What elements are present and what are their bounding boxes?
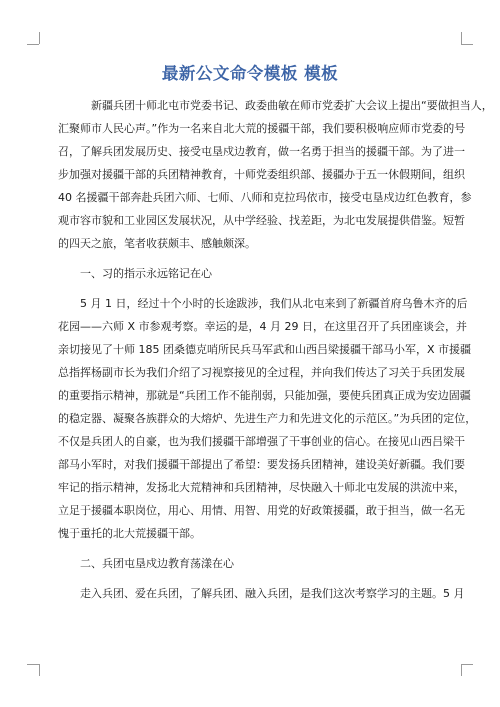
text-line: 召，了解兵团发展历史、接受屯垦戍边教育，做一名勇于担当的援疆干部。为了进一 (58, 145, 465, 158)
text-line: 部马小军时，对我们援疆干部提出了希望：要发扬兵团精神，建设美好新疆。我们要 (58, 458, 465, 471)
text-line: 愧于重托的北大荒援疆干部。 (58, 527, 201, 540)
section-heading-2 (58, 552, 442, 575)
crop-mark-bottom-left-v (39, 664, 40, 676)
text-line: 观市容市貌和工业园区发展状况，从中学经验、找差距，为北屯发展提供借鉴。短暂 (58, 214, 465, 227)
text-line: 亲切接见了十师 185 团桑德克哨所民兵马军武和山西吕梁援疆干部马小军，X 市援疆 (58, 343, 472, 356)
text-line: 40 名援疆干部奔赴兵团六师、七师、八师和克拉玛依市，接受屯垦戍边红色教育，参 (58, 191, 472, 204)
crop-mark-top-left-h (27, 44, 39, 45)
document-body (58, 94, 493, 605)
text-line: 的四天之旅，笔者收获颇丰、感触颇深。 (58, 237, 256, 250)
text-line: 不仅是兵团人的自豪，也为我们援疆干部增强了干事创业的信心。在接见山西吕梁干 (58, 435, 465, 448)
heading-text: 二、兵团屯垦戍边教育荡漾在心 (80, 557, 234, 570)
section-heading-1 (58, 262, 442, 285)
text-line: 的稳定器、凝聚各族群众的大熔炉、先进生产力和先进文化的示范区。”为兵团的定位， (58, 412, 477, 425)
crop-mark-bottom-right-v (461, 664, 462, 676)
text-line: 汇聚师市人民心声。”作为一名来自北大荒的援疆干部，我们要积极响应师市党委的号 (58, 122, 466, 135)
text-line: 牢记的指示精神，发扬北大荒精神和兵团精神，尽快融入十师北屯发展的洪流中来， (58, 481, 465, 494)
crop-mark-bottom-left-h (27, 664, 39, 665)
text-line: 花园——六师 X 市参观考察。幸运的是，4 月 29 日，在这里召开了兵团座谈会，并 (58, 320, 468, 333)
text-line: 立足于援疆本职岗位，用心、用情、用智、用党的好政策援疆，敢于担当，做一名无 (58, 504, 465, 517)
document-title: 最新公文命令模板 模板 (161, 64, 339, 83)
crop-mark-top-right-v (461, 32, 462, 44)
paragraph-intro (58, 94, 493, 255)
text-line: 5 月 1 日，经过十个小时的长途跋涉，我们从北屯来到了新疆首府乌鲁木齐的后 (80, 297, 468, 310)
crop-mark-top-left-v (39, 32, 40, 44)
crop-mark-top-right-h (461, 44, 473, 45)
text-line: 步加强对援疆干部的兵团精神教育，十师党委组织部、援疆办于五一休假期间，组织 (58, 168, 465, 181)
paragraph-section-1 (58, 292, 477, 545)
text-line: 走入兵团、爱在兵团，了解兵团、融入兵团，是我们这次考察学习的主题。5 月 (80, 587, 465, 600)
text-line: 新疆兵团十师北屯市党委书记、政委曲敏在师市党委扩大会议上提出“要做担当人， (91, 99, 493, 112)
text-line: 总指挥杨副市长为我们介绍了习视察接见的全过程，并向我们传达了习关于兵团发展 (58, 366, 465, 379)
paragraph-section-2 (58, 582, 465, 605)
text-line: 的重要指示精神，那就是“兵团工作不能削弱，只能加强，要使兵团真正成为安边固疆 (58, 389, 471, 402)
heading-text: 一、习的指示永远铭记在心 (80, 267, 212, 280)
crop-mark-bottom-right-h (461, 664, 473, 665)
